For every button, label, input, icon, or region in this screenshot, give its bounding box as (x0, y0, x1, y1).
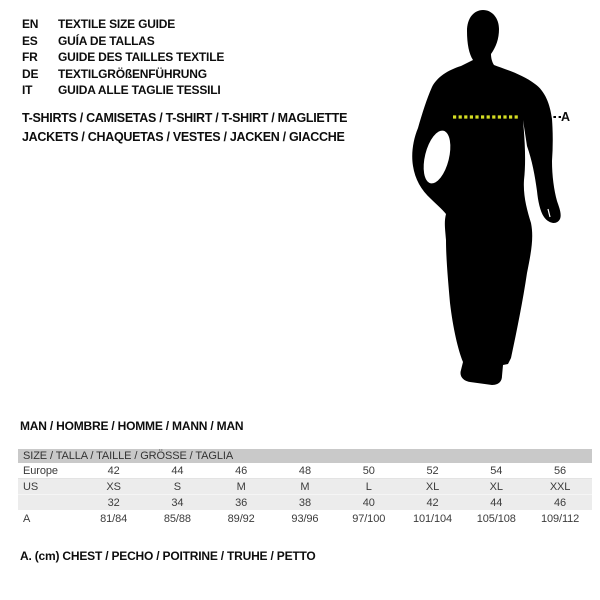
cell: 38 (273, 495, 337, 511)
lang-label: GUIDA ALLE TAGLIE TESSILI (58, 83, 221, 98)
cell: 46 (528, 495, 592, 511)
cell: 109/112 (528, 511, 592, 527)
cell: 85/88 (146, 511, 210, 527)
cell: 42 (401, 495, 465, 511)
measure-label-a: A (561, 110, 571, 124)
cell: L (337, 479, 401, 495)
cell: 34 (146, 495, 210, 511)
cell: 44 (464, 495, 528, 511)
cell: XL (401, 479, 465, 495)
lang-code: IT (22, 83, 33, 98)
lang-label: TEXTILE SIZE GUIDE (58, 17, 176, 32)
cell: M (273, 479, 337, 495)
garment-categories (22, 109, 347, 146)
measurement-footnote: A. (cm) CHEST / PECHO / POITRINE / TRUHE / PETTO (20, 549, 316, 563)
section-title: MAN / HOMBRE / HOMME / MANN / MAN (20, 419, 244, 433)
cell: 40 (337, 495, 401, 511)
cell: S (146, 479, 210, 495)
cell: 52 (401, 463, 465, 479)
cell: M (209, 479, 273, 495)
table-row-europe (18, 463, 592, 479)
row-label: US (18, 479, 82, 495)
cell: 48 (273, 463, 337, 479)
cell: 36 (209, 495, 273, 511)
cell: 32 (82, 495, 146, 511)
size-table (18, 449, 592, 526)
language-list (22, 16, 224, 99)
cell: XS (82, 479, 146, 495)
cell: 46 (209, 463, 273, 479)
table-row-numeric (18, 495, 592, 511)
table-header: SIZE / TALLA / TAILLE / GRÖSSE / TAGLIA (18, 449, 592, 463)
cell: 50 (337, 463, 401, 479)
man-silhouette-graphic (406, 8, 576, 388)
cell: 42 (82, 463, 146, 479)
cell: 54 (464, 463, 528, 479)
lang-row-en (22, 16, 224, 33)
lang-code: FR (22, 50, 38, 65)
cell: 44 (146, 463, 210, 479)
lang-code: EN (22, 17, 39, 32)
category-jackets: JACKETS / CHAQUETAS / VESTES / JACKEN / GIACCHE (22, 129, 345, 144)
cell: 93/96 (273, 511, 337, 527)
category-tshirts: T-SHIRTS / CAMISETAS / T-SHIRT / T-SHIRT / MAGLIETTE (22, 111, 348, 126)
row-label: A (18, 511, 82, 527)
cell: XXL (528, 479, 592, 495)
row-label: Europe (18, 463, 82, 479)
lang-row-it (22, 82, 224, 99)
lang-code: ES (22, 33, 38, 48)
man-figure (406, 8, 576, 388)
table-row-chest (18, 511, 592, 527)
table-header-row (18, 449, 592, 463)
row-label (18, 495, 82, 511)
table-row-us (18, 479, 592, 495)
lang-label: GUIDE DES TAILLES TEXTILE (58, 50, 225, 65)
man-silhouette (412, 10, 560, 385)
cell: 56 (528, 463, 592, 479)
lang-label: GUÍA DE TALLAS (58, 33, 155, 48)
cell: 81/84 (82, 511, 146, 527)
lang-row-de (22, 66, 224, 83)
lang-label: TEXTILGRÖßENFÜHRUNG (58, 66, 207, 81)
cell: 97/100 (337, 511, 401, 527)
lang-row-fr (22, 49, 224, 66)
lang-code: DE (22, 66, 39, 81)
cell: XL (464, 479, 528, 495)
cell: 101/104 (401, 511, 465, 527)
cell: 89/92 (209, 511, 273, 527)
cell: 105/108 (464, 511, 528, 527)
lang-row-es (22, 33, 224, 50)
